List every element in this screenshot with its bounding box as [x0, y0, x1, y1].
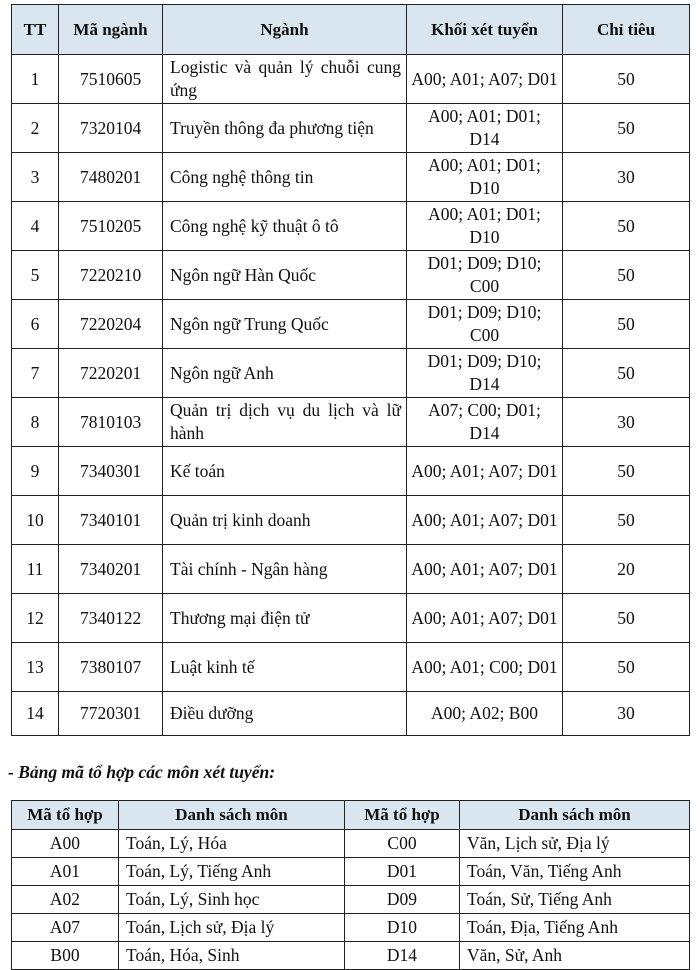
major-name-cell: Luật kinh tế	[163, 643, 407, 692]
header-tt: TT	[12, 5, 59, 55]
quota-cell: 30	[563, 692, 690, 736]
quota-cell: 50	[563, 104, 690, 153]
table-row	[12, 643, 690, 692]
major-code-cell: 7340201	[59, 545, 163, 594]
header-major: Ngành	[163, 5, 407, 55]
table-row	[12, 55, 690, 104]
row-number-cell: 2	[12, 104, 59, 153]
quota-cell: 50	[563, 55, 690, 104]
table-row	[12, 692, 690, 736]
table-row	[12, 300, 690, 349]
combo-code-cell: D01	[345, 858, 460, 886]
major-code-cell: 7340101	[59, 496, 163, 545]
major-name-cell: Công nghệ kỹ thuật ô tô	[163, 202, 407, 251]
table-row	[12, 349, 690, 398]
quota-cell: 50	[563, 594, 690, 643]
row-number-cell: 11	[12, 545, 59, 594]
subject-list-cell: Toán, Lý, Sinh học	[119, 886, 345, 914]
major-name-cell: Công nghệ thông tin	[163, 153, 407, 202]
combo-code-cell: A01	[12, 858, 119, 886]
major-name-cell: Thương mại điện tử	[163, 594, 407, 643]
subject-list-cell: Toán, Sử, Tiếng Anh	[460, 886, 690, 914]
row-number-cell: 1	[12, 55, 59, 104]
subject-list-cell: Toán, Văn, Tiếng Anh	[460, 858, 690, 886]
subject-list-cell: Toán, Hóa, Sinh	[119, 942, 345, 970]
subject-list-cell: Toán, Lý, Tiếng Anh	[119, 858, 345, 886]
combo-code-cell: B00	[12, 942, 119, 970]
header-subjects-2: Danh sách môn	[460, 801, 690, 830]
major-name-cell: Ngôn ngữ Trung Quốc	[163, 300, 407, 349]
major-code-cell: 7510605	[59, 55, 163, 104]
admission-block-cell: A00; A01; A07; D01	[407, 496, 563, 545]
major-name-cell: Logistic và quản lý chuỗi cung ứng	[163, 55, 407, 104]
combo-code-cell: D14	[345, 942, 460, 970]
combo-code-cell: C00	[345, 830, 460, 858]
combos-header-row	[12, 801, 690, 830]
major-code-cell: 7340301	[59, 447, 163, 496]
admission-block-cell: A07; C00; D01; D14	[407, 398, 563, 447]
quota-cell: 50	[563, 251, 690, 300]
quota-cell: 20	[563, 545, 690, 594]
combo-code-cell: A00	[12, 830, 119, 858]
row-number-cell: 14	[12, 692, 59, 736]
admission-block-cell: D01; D09; D10; C00	[407, 251, 563, 300]
major-name-cell: Ngôn ngữ Hàn Quốc	[163, 251, 407, 300]
row-number-cell: 4	[12, 202, 59, 251]
combo-code-cell: A02	[12, 886, 119, 914]
combos-title: - Bảng mã tổ hợp các môn xét tuyển:	[8, 762, 276, 782]
quota-cell: 50	[563, 202, 690, 251]
combo-code-cell: D09	[345, 886, 460, 914]
table-row	[12, 858, 690, 886]
table-row	[12, 398, 690, 447]
row-number-cell: 9	[12, 447, 59, 496]
major-name-cell: Điều dưỡng	[163, 692, 407, 736]
quota-cell: 30	[563, 153, 690, 202]
major-code-cell: 7320104	[59, 104, 163, 153]
major-code-cell: 7380107	[59, 643, 163, 692]
table-row	[12, 830, 690, 858]
subject-list-cell: Văn, Sử, Anh	[460, 942, 690, 970]
major-name-cell: Kế toán	[163, 447, 407, 496]
table-row	[12, 202, 690, 251]
major-code-cell: 7220201	[59, 349, 163, 398]
row-number-cell: 7	[12, 349, 59, 398]
subject-list-cell: Toán, Địa, Tiếng Anh	[460, 914, 690, 942]
row-number-cell: 3	[12, 153, 59, 202]
admission-block-cell: A00; A01; A07; D01	[407, 55, 563, 104]
subject-list-cell: Toán, Lý, Hóa	[119, 830, 345, 858]
header-combo-code-1: Mã tổ hợp	[12, 801, 119, 830]
majors-table	[11, 4, 690, 736]
header-subjects-1: Danh sách môn	[119, 801, 345, 830]
major-code-cell: 7720301	[59, 692, 163, 736]
table-row	[12, 496, 690, 545]
header-major-code: Mã ngành	[59, 5, 163, 55]
admission-block-cell: A00; A01; C00; D01	[407, 643, 563, 692]
row-number-cell: 5	[12, 251, 59, 300]
row-number-cell: 8	[12, 398, 59, 447]
admission-block-cell: A00; A01; A07; D01	[407, 594, 563, 643]
header-quota: Chỉ tiêu	[563, 5, 690, 55]
admission-block-cell: D01; D09; D10; D14	[407, 349, 563, 398]
table-row	[12, 914, 690, 942]
admission-block-cell: D01; D09; D10; C00	[407, 300, 563, 349]
quota-cell: 50	[563, 349, 690, 398]
majors-header-row	[12, 5, 690, 55]
major-code-cell: 7810103	[59, 398, 163, 447]
subject-list-cell: Toán, Lịch sử, Địa lý	[119, 914, 345, 942]
quota-cell: 50	[563, 447, 690, 496]
major-code-cell: 7220204	[59, 300, 163, 349]
combo-code-cell: A07	[12, 914, 119, 942]
table-row	[12, 545, 690, 594]
header-combo-code-2: Mã tổ hợp	[345, 801, 460, 830]
major-name-cell: Ngôn ngữ Anh	[163, 349, 407, 398]
major-code-cell: 7340122	[59, 594, 163, 643]
quota-cell: 30	[563, 398, 690, 447]
row-number-cell: 10	[12, 496, 59, 545]
major-code-cell: 7480201	[59, 153, 163, 202]
admission-block-cell: A00; A01; D01; D14	[407, 104, 563, 153]
row-number-cell: 6	[12, 300, 59, 349]
major-name-cell: Quản trị kinh doanh	[163, 496, 407, 545]
admission-block-cell: A00; A01; A07; D01	[407, 545, 563, 594]
quota-cell: 50	[563, 643, 690, 692]
table-row	[12, 942, 690, 970]
admission-block-cell: A00; A01; A07; D01	[407, 447, 563, 496]
combos-body	[12, 830, 690, 970]
table-row	[12, 251, 690, 300]
major-name-cell: Tài chính - Ngân hàng	[163, 545, 407, 594]
admission-block-cell: A00; A01; D01; D10	[407, 202, 563, 251]
table-row	[12, 447, 690, 496]
majors-body	[12, 55, 690, 736]
subject-list-cell: Văn, Lịch sử, Địa lý	[460, 830, 690, 858]
quota-cell: 50	[563, 300, 690, 349]
major-code-cell: 7510205	[59, 202, 163, 251]
quota-cell: 50	[563, 496, 690, 545]
header-admission-block: Khối xét tuyển	[407, 5, 563, 55]
major-name-cell: Truyền thông đa phương tiện	[163, 104, 407, 153]
row-number-cell: 12	[12, 594, 59, 643]
table-row	[12, 104, 690, 153]
admission-block-cell: A00; A01; D01; D10	[407, 153, 563, 202]
combos-table	[11, 800, 690, 970]
major-code-cell: 7220210	[59, 251, 163, 300]
combo-code-cell: D10	[345, 914, 460, 942]
admission-block-cell: A00; A02; B00	[407, 692, 563, 736]
table-row	[12, 594, 690, 643]
major-name-cell: Quản trị dịch vụ du lịch và lữ hành	[163, 398, 407, 447]
table-row	[12, 886, 690, 914]
row-number-cell: 13	[12, 643, 59, 692]
table-row	[12, 153, 690, 202]
